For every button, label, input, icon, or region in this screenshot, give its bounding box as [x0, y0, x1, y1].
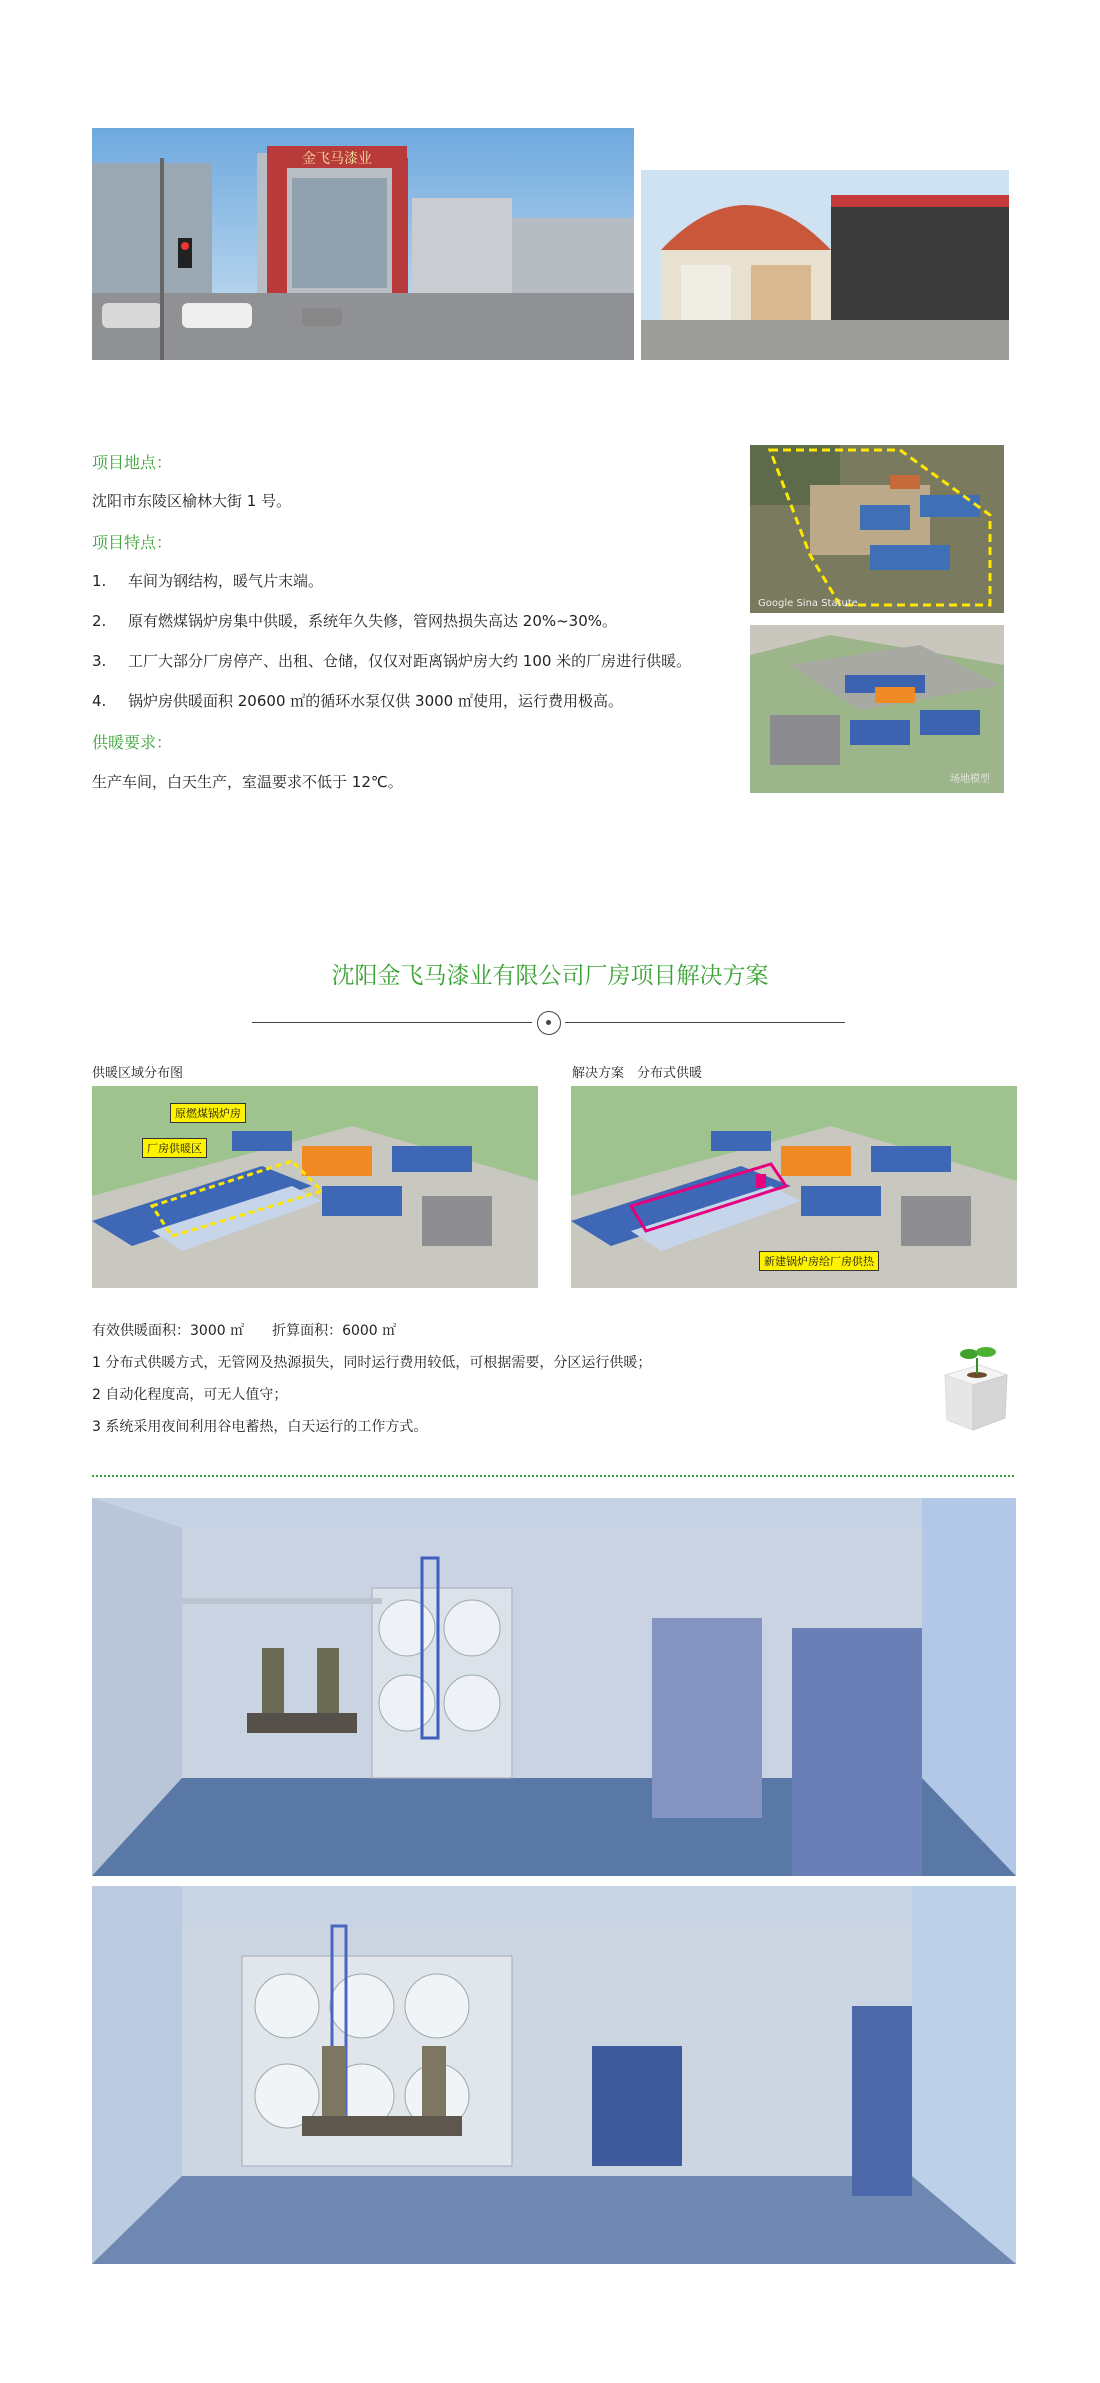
solution-title: 沈阳金飞马漆业有限公司厂房项目解决方案: [331, 963, 769, 989]
feature-text: 原有燃煤锅炉房集中供暖，系统年久失修，管网热损失高达 20%~30%。: [128, 612, 618, 630]
feature-text: 工厂大部分厂房停产、出租、仓储，仅仅对距离锅炉房大约 100 米的厂房进行供暖。: [128, 652, 692, 670]
section-separator: [92, 1475, 1014, 1477]
sprout-cube-icon: [935, 1340, 1015, 1435]
area-line: 有效供暖面积：3000 ㎡ 折算面积：6000 ㎡: [92, 1323, 397, 1339]
features-label: 项目特点：: [92, 533, 173, 552]
warehouse-photo: [641, 170, 1009, 360]
location-value: 沈阳市东陵区榆林大街 1 号。: [92, 492, 292, 510]
requirement-value: 生产车间，白天生产，室温要求不低于 12℃。: [92, 773, 403, 791]
heating-zone-tag: 厂房供暖区: [142, 1138, 207, 1158]
feature-num: 3.: [92, 652, 107, 670]
feature-item: [92, 570, 323, 591]
feature-item: [92, 650, 691, 671]
old-boiler-tag: 原燃煤锅炉房: [170, 1103, 246, 1123]
satellite-caption: Google Sina Statute: [758, 598, 858, 609]
building-photo: [92, 128, 634, 360]
title-divider-dot: [546, 1020, 551, 1025]
pump-room-render-1: [92, 1498, 1016, 1876]
solution-point: 2 自动化程度高，可无人值守；: [92, 1387, 288, 1403]
feature-num: 2.: [92, 612, 107, 630]
sign-text: 金飞马漆业: [302, 151, 372, 167]
requirement-label: 供暖要求：: [92, 733, 173, 752]
solution-point: 1 分布式供暖方式，无管网及热源损失，同时运行费用较低，可根据需要，分区运行供暖；: [92, 1355, 652, 1371]
heating-zone-diagram: [92, 1086, 538, 1288]
heating-zone-caption: 供暖区域分布图: [92, 1066, 184, 1081]
feature-num: 4.: [92, 692, 107, 710]
satellite-image: [750, 445, 1004, 613]
solution-caption: 解决方案 分布式供暖: [572, 1066, 703, 1081]
title-divider-right: [565, 1022, 845, 1023]
feature-text: 车间为钢结构，暖气片末端。: [128, 572, 324, 590]
title-divider-left: [252, 1022, 532, 1023]
feature-text: 锅炉房供暖面积 20600 ㎡的循环水泵仅供 3000 ㎡使用，运行费用极高。: [128, 692, 623, 710]
model-caption: 场地模型: [950, 774, 990, 785]
site-model-image: [750, 625, 1004, 793]
location-label: 项目地点：: [92, 453, 173, 472]
feature-item: [92, 610, 617, 631]
distributed-heating-diagram: [571, 1086, 1017, 1288]
feature-num: 1.: [92, 572, 107, 590]
feature-item: [92, 690, 623, 711]
new-boiler-tag: 新建锅炉房给厂房供热: [759, 1251, 879, 1271]
solution-point: 3 系统采用夜间利用谷电蓄热，白天运行的工作方式。: [92, 1419, 428, 1435]
pump-room-render-2: [92, 1886, 1016, 2264]
